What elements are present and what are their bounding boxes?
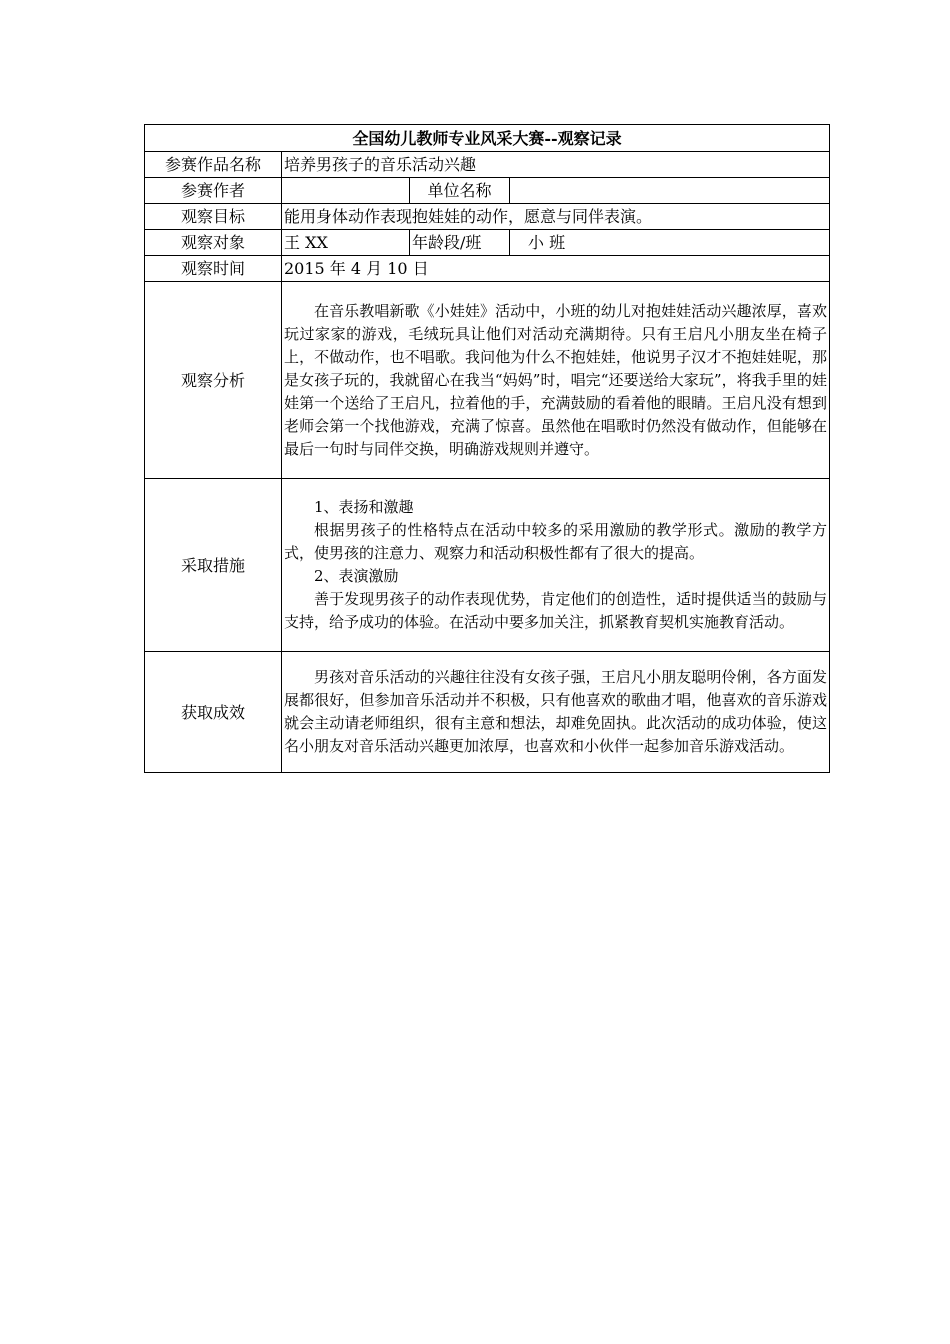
analysis-text: 在音乐教唱新歌《小娃娃》活动中，小班的幼儿对抱娃娃活动兴趣浓厚，喜欢玩过家家的游戏，毛绒玩具让他们对活动充满期待。只有王启凡小朋友坐在椅子上，不做动作，也不唱歌。我问他为什么不抱娃娃，他说男子汉才不抱娃娃呢，那是女孩子玩的，我就留心在我当“妈妈”时，唱完“还要送给大家玩”，将我手里的娃娃第一个送给了王启凡，拉着他的手，充满鼓励的看着他的眼睛。王启凡没有想到老师会第一个找他游戏，充满了惊喜。虽然他在唱歌时仍然没有做动作，但能够在最后一句时与同伴交换，明确游戏规则并遵守。 [284,301,827,458]
measures-paragraph-2: 善于发现男孩子的动作表现优势，肯定他们的创造性，适时提供适当的鼓励与支持，给予成功的体验。在活动中要多加关注，抓紧教育契机实施教育活动。 [284,590,827,631]
results-row [145,652,830,773]
time-value: 2015 年 4 月 10 日 [282,256,830,282]
measures-heading-2: 2、表演激励 [314,567,399,585]
subject-value: 王 XX [282,230,410,256]
goal-row [145,204,830,230]
observation-record-table [144,124,830,773]
time-row [145,256,830,282]
age-value: 小 班 [510,230,830,256]
results-cell [282,652,830,773]
record-title: 全国幼儿教师专业风采大赛--观察记录 [145,125,830,152]
author-value [282,178,410,204]
analysis-label: 观察分析 [145,282,282,479]
work-name-value: 培养男孩子的音乐活动兴趣 [282,152,830,178]
subject-label: 观察对象 [145,230,282,256]
author-label: 参赛作者 [145,178,282,204]
measures-label: 采取措施 [145,479,282,652]
work-name-label: 参赛作品名称 [145,152,282,178]
age-label: 年龄段/班 [410,230,510,256]
measures-paragraph-1: 根据男孩子的性格特点在活动中较多的采用激励的教学形式。激励的教学方式，使男孩的注意力、观察力和活动积极性都有了很大的提高。 [284,521,827,562]
analysis-row [145,282,830,479]
goal-label: 观察目标 [145,204,282,230]
measures-heading-1: 1、表扬和激趣 [314,498,414,516]
unit-value [510,178,830,204]
measures-cell [282,479,830,652]
work-name-row [145,152,830,178]
time-label: 观察时间 [145,256,282,282]
unit-label: 单位名称 [410,178,510,204]
measures-row [145,479,830,652]
subject-row [145,230,830,256]
analysis-cell [282,282,830,479]
author-row [145,178,830,204]
results-text: 男孩对音乐活动的兴趣往往没有女孩子强，王启凡小朋友聪明伶俐，各方面发展都很好，但参加音乐活动并不积极，只有他喜欢的歌曲才唱，他喜欢的音乐游戏就会主动请老师组织，很有主意和想法，却难免固执。此次活动的成功体验，使这名小朋友对音乐活动兴趣更加浓厚，也喜欢和小伙伴一起参加音乐游戏活动。 [284,668,827,755]
goal-value: 能用身体动作表现抱娃娃的动作，愿意与同伴表演。 [282,204,830,230]
results-label: 获取成效 [145,652,282,773]
